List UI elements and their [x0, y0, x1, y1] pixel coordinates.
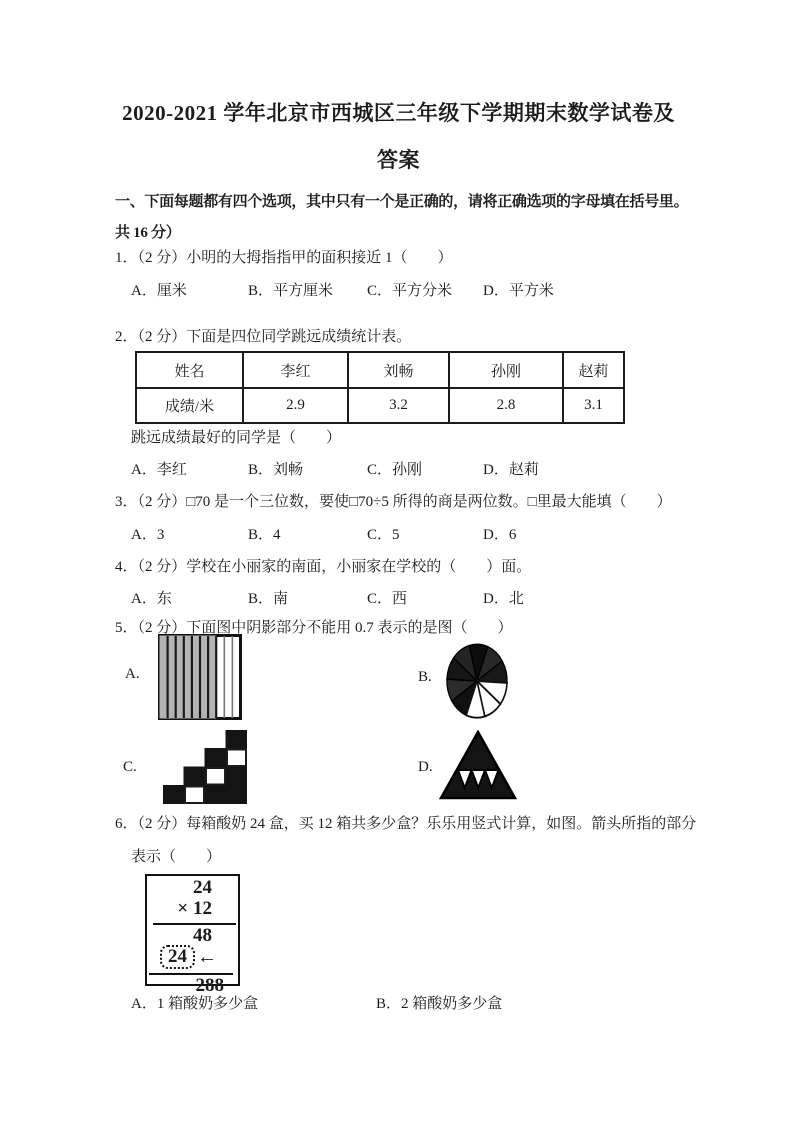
title-line-2: 答案: [377, 148, 420, 172]
question-6-stem-line-1: 6．（2 分）每箱酸奶 24 盒，买 12 箱共多少盒？乐乐用竖式计算，如图。箭头所指的部分: [115, 816, 697, 832]
question-3-option-d: D．6: [483, 527, 517, 543]
left-arrow-icon: ←: [197, 946, 217, 968]
question-1-stem: 1．（2 分）小明的大拇指指甲的面积接近 1（ ）: [115, 250, 453, 266]
question-6-stem-line-2: 表示（ ）: [131, 849, 222, 865]
page-title: [115, 0, 682, 184]
question-2-stem: 2．（2 分）下面是四位同学跳远成绩统计表。: [115, 329, 412, 345]
question-2: [115, 328, 682, 480]
question-6: [115, 815, 697, 1014]
section-1-heading: [115, 187, 689, 249]
question-1-options: [115, 282, 682, 301]
question-4-option-d: D．北: [483, 591, 524, 607]
question-1: [115, 249, 682, 301]
vertical-multiplication-box: [145, 874, 240, 996]
figure-d-shaded-triangle: [438, 730, 518, 800]
section-1-heading-line-1: 一、下面每题都有四个选项，其中只有一个是正确的，请将正确选项的字母填在括号里。: [115, 194, 689, 210]
table-cell-score-4: 3.1: [563, 388, 624, 423]
figure-c-label: C.: [123, 759, 137, 775]
question-5: [115, 619, 682, 804]
figure-b-shaded-circle: [445, 642, 509, 720]
figure-b-label: B.: [418, 669, 432, 685]
question-5-figures-row-1: [115, 638, 682, 724]
question-1-option-b: B．平方厘米: [248, 283, 334, 299]
table-cell-name-label: 姓名: [136, 352, 243, 388]
question-5-stem: 5．（2 分）下面图中阴影部分不能用 0.7 表示的是图（ ）: [115, 620, 513, 636]
table-cell-student-4: 赵莉: [563, 352, 624, 388]
question-4-option-c: C．西: [367, 591, 408, 607]
question-2-followup: 跳远成绩最好的同学是（ ）: [131, 430, 342, 446]
long-jump-score-table: [135, 351, 625, 424]
question-2-option-d: D．赵莉: [483, 462, 539, 478]
figure-a-striped-square: [158, 634, 242, 720]
calc-partial-product-2-row: [160, 945, 217, 969]
question-1-option-c: C．平方分米: [367, 283, 453, 299]
table-header-row: [136, 352, 624, 388]
question-3: [115, 493, 682, 545]
table-cell-student-1: 李红: [243, 352, 348, 388]
question-6-options: [115, 995, 682, 1014]
question-4-stem: 4．（2 分）学校在小丽家的南面，小丽家在学校的（ ）面。: [115, 559, 532, 575]
table-cell-student-3: 孙刚: [449, 352, 563, 388]
question-2-option-c: C．孙刚: [367, 462, 423, 478]
calc-multiplicand: 24: [193, 877, 212, 898]
figure-c-staircase-squares: [163, 730, 247, 804]
question-2-option-b: B．刘畅: [248, 462, 304, 478]
question-2-options: [115, 461, 682, 480]
table-cell-student-2: 刘畅: [348, 352, 449, 388]
question-3-option-a: A．3: [131, 527, 165, 543]
question-5-figures-row-2: [115, 730, 682, 804]
question-4-option-b: B．南: [248, 591, 289, 607]
question-2-option-a: A．李红: [131, 462, 187, 478]
figure-d-label: D.: [418, 759, 433, 775]
question-6-option-a: A．1 箱酸奶多少盒: [131, 996, 259, 1012]
calc-multiplier: × 12: [177, 898, 212, 919]
table-cell-score-2: 3.2: [348, 388, 449, 423]
question-4: [115, 558, 682, 609]
question-3-option-c: C．5: [367, 527, 400, 543]
calc-partial-product-1: 48: [193, 925, 212, 946]
table-cell-score-3: 2.8: [449, 388, 563, 423]
question-4-options: [115, 590, 682, 609]
question-4-option-a: A．东: [131, 591, 172, 607]
calc-partial-product-2-highlighted: 24: [160, 945, 195, 969]
figure-a-label: A.: [125, 666, 140, 682]
table-data-row: [136, 388, 624, 423]
question-3-option-b: B．4: [248, 527, 281, 543]
table-cell-score-label: 成绩/米: [136, 388, 243, 423]
section-1-heading-line-2: 共 16 分）: [115, 225, 181, 241]
calc-product: 288: [195, 975, 224, 996]
title-line-1: 2020-2021 学年北京市西城区三年级下学期期末数学试卷及: [122, 101, 675, 125]
question-6-option-b: B．2 箱酸奶多少盒: [376, 996, 503, 1012]
question-6-figure: [145, 874, 682, 996]
question-1-option-a: A．厘米: [131, 283, 187, 299]
question-3-options: [115, 526, 682, 545]
question-3-stem: 3．（2 分）□70 是一个三位数，要使□70÷5 所得的商是两位数。□里最大能填（ ）: [115, 494, 672, 510]
question-1-option-d: D．平方米: [483, 283, 554, 299]
table-cell-score-1: 2.9: [243, 388, 348, 423]
